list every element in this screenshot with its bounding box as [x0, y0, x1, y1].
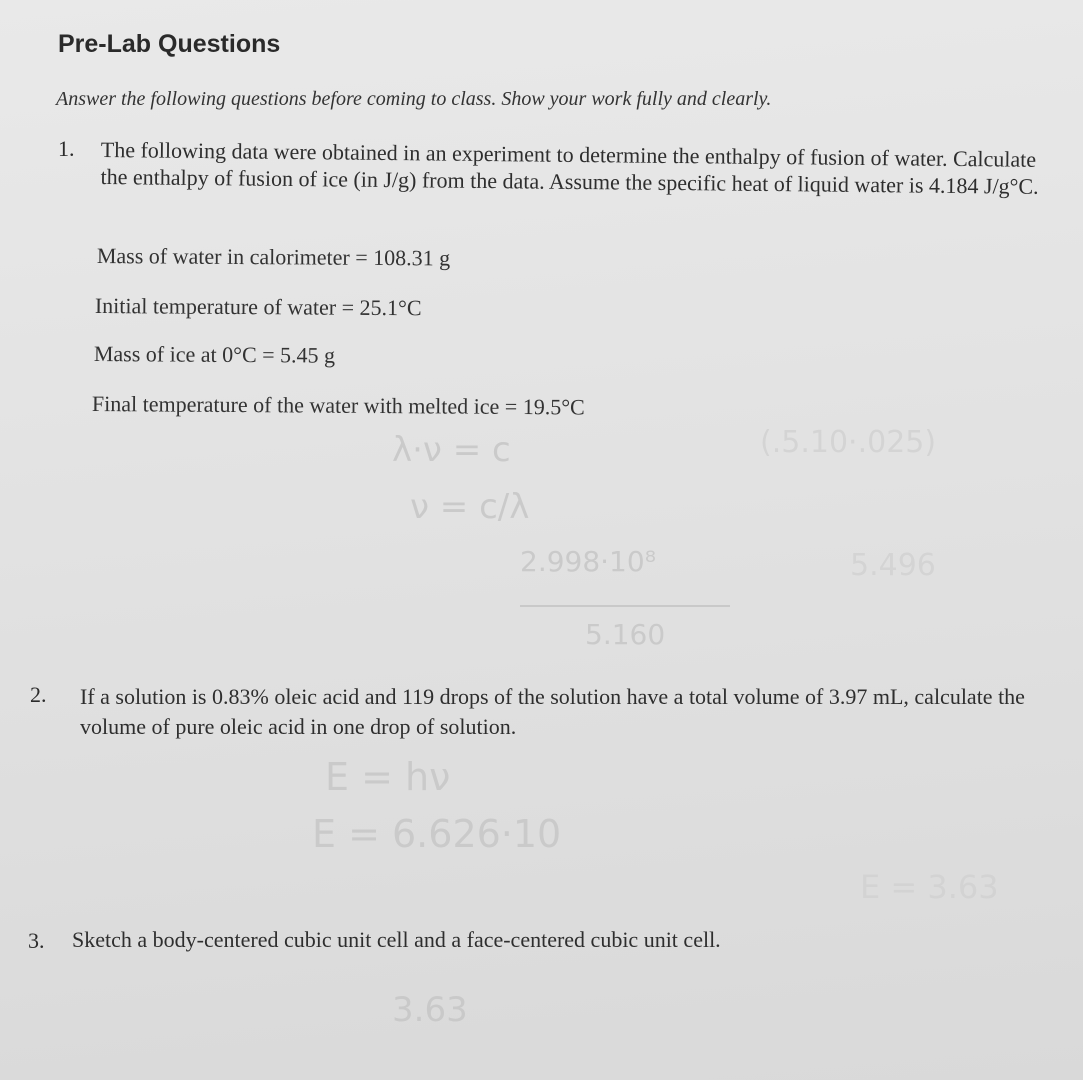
handwriting-q3-line1: 3.63: [392, 990, 468, 1030]
handwriting-q2-right: E = 3.63: [860, 868, 999, 906]
handwriting-q2-line1: E = hν: [325, 755, 451, 799]
page-title: Pre-Lab Questions: [58, 30, 281, 58]
data-mass-ice: Mass of ice at 0°C = 5.45 g: [93, 341, 336, 368]
data-initial-temp: Initial temperature of water = 25.1°C: [94, 293, 422, 321]
question-2-text: If a solution is 0.83% oleic acid and 119 drops of the solution have a total volume of 3.97 mL, calculate the volume of pure oleic acid in one drop of solution.: [80, 684, 1025, 739]
instructions: Answer the following questions before coming to class. Show your work fully and clearly.: [56, 88, 772, 110]
question-2-number: 2.: [30, 682, 47, 707]
handwriting-q1-line4: 5.160: [585, 618, 666, 651]
handwriting-q1-right1: (.5.10·.025): [760, 425, 937, 460]
data-mass-water: Mass of water in calorimeter = 108.31 g: [96, 243, 451, 271]
question-1-text: The following data were obtained in an experiment to determine the enthalpy of fusion of water. Calculate the enthalpy of fusion of ice (in J/g) from the data. Assume the specific heat of liquid water is 4.184 J/g°C.: [100, 136, 1039, 199]
handwriting-q1-line3: 2.998·10⁸: [520, 545, 656, 578]
question-1-number: 1.: [58, 136, 75, 161]
question-3-text: Sketch a body-centered cubic unit cell and a face-centered cubic unit cell.: [72, 927, 721, 952]
question-3-number: 3.: [28, 928, 45, 953]
fraction-bar: [520, 605, 730, 607]
handwriting-q1-line1: λ·ν = c: [392, 430, 511, 470]
handwriting-q1-right2: 5.496: [850, 548, 936, 583]
data-final-temp: Final temperature of the water with melted ice = 19.5°C: [91, 391, 585, 420]
handwriting-q2-line2: E = 6.626·10: [312, 812, 562, 856]
handwriting-q1-line2: ν = c/λ: [410, 487, 530, 527]
